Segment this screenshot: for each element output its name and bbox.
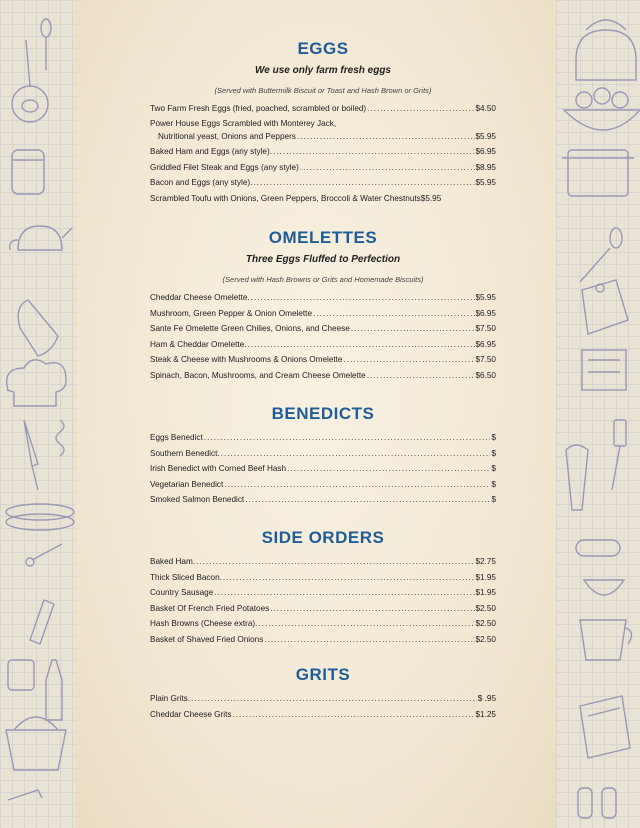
menu-item-list: [150, 290, 496, 384]
section-benedicts: [150, 404, 496, 508]
menu-item: Griddled Filet Steak and Eggs (any style) ..... $8.95: [150, 160, 496, 176]
right-decor-panel: [556, 0, 640, 828]
menu-item-list: [150, 430, 496, 508]
section-title: OMELETTES: [268, 228, 378, 247]
section-grits: [150, 665, 496, 722]
menu-item: Steak & Cheese with Mushrooms & Onions Omelette ..... $7.50: [150, 352, 496, 368]
section-note: (Served with Hash Browns or Grits and Homemade Biscuits): [222, 275, 424, 284]
menu-item: Hash Browns (Cheese extra). ..... $2.50: [150, 616, 496, 632]
kitchen-doodle-icon: [556, 0, 640, 828]
menu-item: Irish Benedict with Corned Beef Hash ..... $: [150, 461, 496, 477]
menu-item-list: [150, 691, 496, 722]
menu-item: Vegetarian Benedict ..... $: [150, 477, 496, 493]
menu-item: Cheddar Cheese Omelette. ..... $5.95: [150, 290, 496, 306]
left-decor-panel: [0, 0, 76, 828]
menu-item: Smoked Salmon Benedict ..... $: [150, 492, 496, 508]
menu-item: Spinach, Bacon, Mushrooms, and Cream Cheese Omelette ..... $6.50: [150, 368, 496, 384]
menu-item: Baked Ham. ..... $2.75: [150, 554, 496, 570]
section-title: GRITS: [295, 665, 351, 684]
section-side-orders: [150, 528, 496, 648]
menu-item-continued: Nutritional yeast, Onions and Peppers ..... $5.95: [150, 129, 496, 145]
section-omelettes: [150, 228, 496, 384]
menu-item: Mushroom, Green Pepper & Onion Omelette ..... $6.95: [150, 306, 496, 322]
section-eggs: [150, 39, 496, 207]
section-title: BENEDICTS: [271, 404, 375, 423]
menu-item: Sante Fe Omelette Green Chilies, Onions, and Cheese ..... $7.50: [150, 321, 496, 337]
menu-item-list: [150, 101, 496, 207]
menu-item: Two Farm Fresh Eggs (fried, poached, scrambled or boiled) ..... $4.50: [150, 101, 496, 117]
menu-item-list: [150, 554, 496, 648]
menu-item: Ham & Cheddar Omelette. ..... $6.95: [150, 337, 496, 353]
menu-item: Cheddar Cheese Grits ..... $1.25: [150, 707, 496, 723]
menu-item: Power House Eggs Scrambled with Monterey Jack,: [150, 118, 337, 128]
menu-item: Eggs Benedict ..... $: [150, 430, 496, 446]
menu-item: Thick Sliced Bacon. ..... $1.95: [150, 570, 496, 586]
menu-item: Basket of Shaved Fried Onions ..... $2.50: [150, 632, 496, 648]
section-title: SIDE ORDERS: [261, 528, 385, 547]
section-title: EGGS: [297, 39, 349, 58]
menu-item: Country Sausage ..... $1.95: [150, 585, 496, 601]
section-subtitle: Three Eggs Fluffed to Perfection: [245, 254, 401, 265]
menu-item: Basket Of French Fried Potatoes ..... $2.50: [150, 601, 496, 617]
menu-item: Southern Benedict. ..... $: [150, 446, 496, 462]
menu-item: Bacon and Eggs (any style). ..... $5.95: [150, 175, 496, 191]
section-subtitle: We use only farm fresh eggs: [255, 65, 391, 76]
menu-item: Plain Grits. ..... $ .95: [150, 691, 496, 707]
menu-item: Scrambled Toufu with Onions, Green Peppers, Broccoli & Water Chestnuts $5.95: [150, 193, 442, 203]
menu-item: Baked Ham and Eggs (any style). ..... $6.95: [150, 144, 496, 160]
kitchen-doodle-icon: [0, 0, 76, 828]
section-note: (Served with Buttermilk Biscuit or Toast and Hash Brown or Grits): [214, 86, 432, 95]
